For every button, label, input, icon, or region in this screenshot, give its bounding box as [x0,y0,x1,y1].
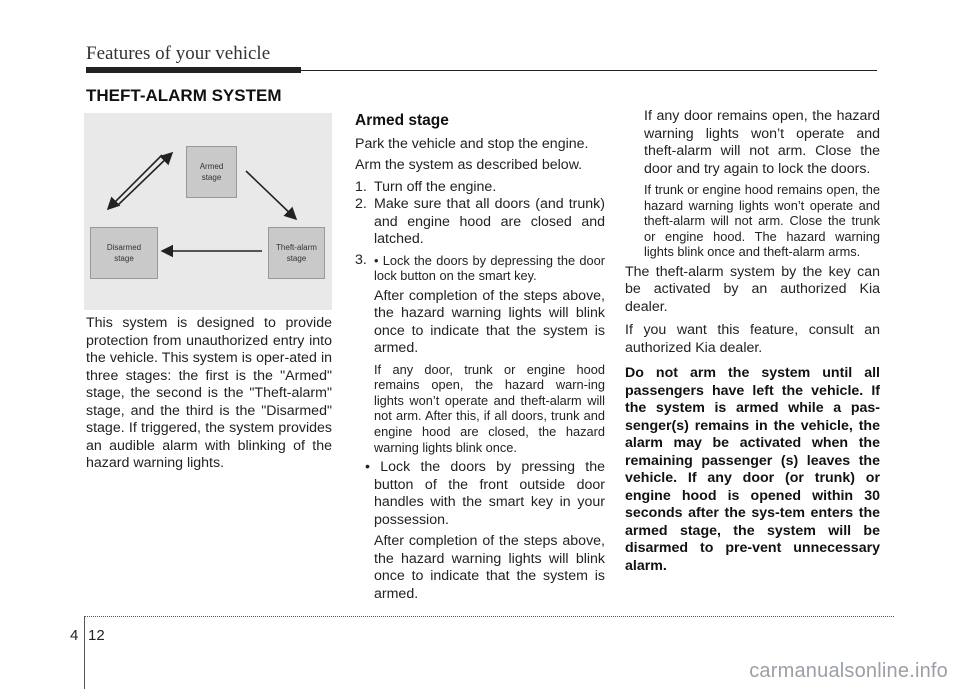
section-number: 4 [70,627,79,644]
page-header-title: Features of your vehicle [86,43,271,64]
right-column [625,108,880,575]
armed-stage-p2: Arm the system as described below. [355,157,583,173]
arrow-armed-to-disarmed [108,155,162,209]
col3-p4: If you want this feature, consult an authorized Kia dealer. [625,322,880,356]
footer-divider [84,616,85,689]
step-1-number: 1. [355,178,367,195]
step-1 [355,179,605,197]
step-2-number: 2. [355,196,367,212]
footer-rule [84,616,894,617]
watermark: carmanualsonline.info [749,660,948,682]
theft-alarm-stage-box: Theft-alarm stage [268,227,325,279]
intro-paragraph: This system is designed to provide protection from unauthorized entry into the vehicle. This system is oper-ated in three stages: the first is the "Armed" stage, the second is the "Theft-alarm" stage, and the third is the "Disarmed" stage. If triggered, the system provides an audible alarm with blinking of the hazard warning lights. [86,315,332,471]
step-1-text: Turn off the engine. [374,178,497,195]
step-2-text: Make sure that all doors (and trunk) and engine hood are closed and latched. [374,196,605,247]
step-2 [355,196,605,249]
bullet-2: • Lock the doors by pressing the button of the front outside door handles with the smart key in your possession. [365,459,605,528]
armed-stage-heading: Armed stage [355,112,449,129]
section-title: THEFT-ALARM SYSTEM [86,86,282,105]
disarmed-stage-box: Disarmed stage [90,227,158,279]
arrow-disarmed-to-armed [118,153,172,205]
step-3-note: If any door, trunk or engine hood remains open, the hazard warn-ing lights won’t operate and theft-alarm will not arm. After this, if all doors, trunk and engine hood are closed, the hazard warning lights blink once. [374,361,605,455]
armed-stage-p1: Park the vehicle and stop the engine. [355,135,589,152]
step-3-number: 3. [355,251,367,268]
stage-diagram [84,113,332,310]
col3-p2: If trunk or engine hood remains open, the hazard warning lights won’t operate and theft-alarm will not arm. Close the trunk or engine hood. The hazard warning lights blink once and theft-alarm arms. [644,182,880,260]
header-bar [86,67,301,73]
page-number: 12 [88,627,105,644]
arrow-armed-to-theft [246,171,296,219]
step-3-text: • Lock the doors by depressing the door lock button on the smart key. [374,252,605,284]
step-3-after: After completion of the steps above, the hazard warning lights will blink once to indicate that the system is armed. [374,287,605,357]
warning-text: Do not arm the system until all passengers have left the vehicle. If the system is armed while a pas-senger(s) remains in the vehicle, the alarm may be activated when the remaining passenger (s) leaves the vehicle. If any door (or trunk) or engine hood is opened within 30 seconds after the sys-tem enters the armed stage, the system will be disarmed to pre-vent unnecessary alarm. [625,365,880,574]
col3-p1: If any door remains open, the hazard warning lights won’t operate and theft-alarm will not arm. Close the door and try again to lock the doors. [644,108,880,177]
armed-stage-column [355,112,605,607]
stage-diagram-arrows [84,113,332,310]
col3-p3: The theft-alarm system by the key can be activated by an authorized Kia dealer. [625,263,880,315]
armed-stage-box: Armed stage [186,146,237,198]
header-rule [301,70,877,71]
step-3 [355,253,605,284]
bullet-2-after: After completion of the steps above, the hazard warning lights will blink once to indicate that the system is armed. [374,533,605,602]
